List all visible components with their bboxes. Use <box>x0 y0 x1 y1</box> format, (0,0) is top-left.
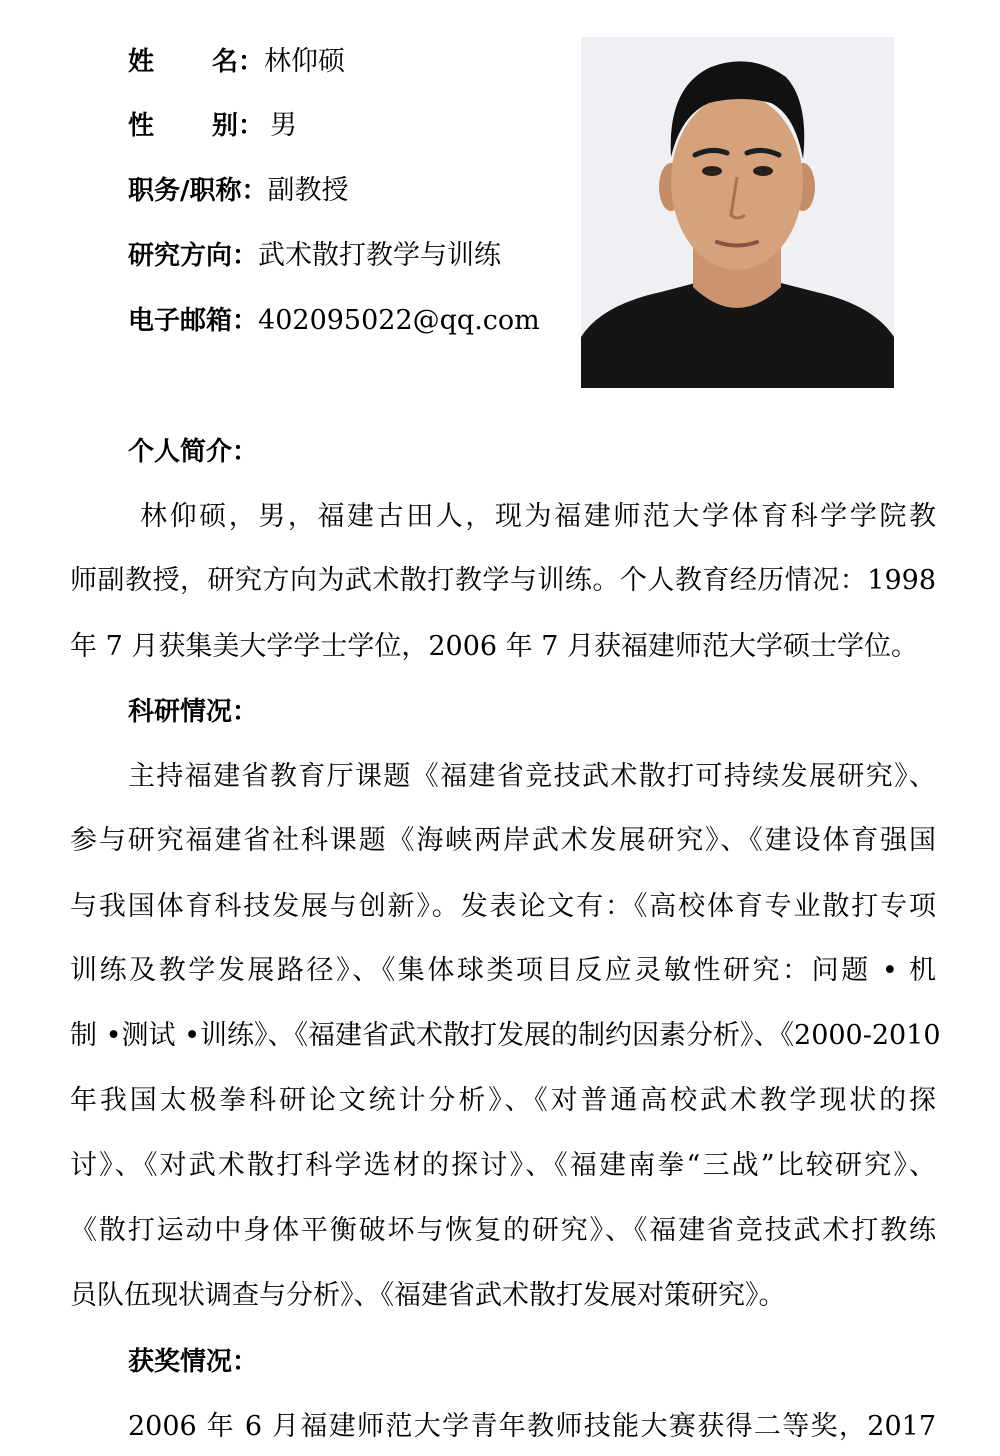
email-label: 电子邮箱 <box>128 306 233 336</box>
name-row: 姓名：林仰硕 <box>128 46 346 77</box>
title-label: 职务/职称 <box>128 176 242 206</box>
research-line: 讨》、《对武术散打科学选材的探讨》、《福建南拳“三战”比较研究》、 <box>70 1150 936 1181</box>
research-line: 年我国太极拳科研论文统计分析》、《对普通高校武术教学现状的探 <box>70 1085 936 1116</box>
research-label: 研究方向 <box>128 241 233 271</box>
research-line: 制 •测试 •训练》、《福建省武术散打发展的制约因素分析》、《2000-2010 <box>70 1020 941 1051</box>
gender-value: 男 <box>270 110 298 141</box>
research-line: 参与研究福建省社科课题《海峡两岸武术发展研究》、《建设体育强国 <box>70 825 936 856</box>
intro-heading: 个人简介： <box>128 437 259 467</box>
portrait-illustration <box>581 37 894 388</box>
research-row: 研究方向：武术散打教学与训练 <box>128 240 502 271</box>
research-line: 训练及教学发展路径》、《集体球类项目反应灵敏性研究：问题 • 机 <box>70 955 936 986</box>
research-line: 员队伍现状调查与分析》、《福建省武术散打发展对策研究》。 <box>70 1280 786 1311</box>
research-line: 主持福建省教育厅课题《福建省竞技武术散打可持续发展研究》、 <box>128 761 936 792</box>
name-label: 姓名 <box>128 47 239 77</box>
research-heading: 科研情况： <box>128 697 259 727</box>
email-row: 电子邮箱：402095022@qq.com <box>128 305 540 336</box>
intro-line: 师副教授，研究方向为武术散打教学与训练。个人教育经历情况：1998 <box>70 565 936 596</box>
name-value: 林仰硕 <box>264 46 346 77</box>
title-value: 副教授 <box>267 175 349 206</box>
email-value: 402095022@qq.com <box>258 305 540 336</box>
gender-row: 性别： 男 <box>128 110 298 141</box>
title-row: 职务/职称：副教授 <box>128 175 349 206</box>
portrait-photo <box>581 37 894 388</box>
awards-heading: 获奖情况： <box>128 1347 259 1377</box>
intro-line: 林仰硕，男，福建古田人，现为福建师范大学体育科学学院教 <box>140 501 936 532</box>
research-value: 武术散打教学与训练 <box>258 240 502 271</box>
gender-label: 性别 <box>128 111 239 141</box>
intro-line: 年 7 月获集美大学学士学位，2006 年 7 月获福建师范大学硕士学位。 <box>70 631 918 662</box>
awards-line: 2006 年 6 月福建师范大学青年教师技能大赛获得二等奖，2017 <box>128 1411 936 1442</box>
research-line: 《散打运动中身体平衡破坏与恢复的研究》、《福建省竞技武术打教练 <box>70 1215 936 1246</box>
research-line: 与我国体育科技发展与创新》。发表论文有：《高校体育专业散打专项 <box>70 891 936 922</box>
